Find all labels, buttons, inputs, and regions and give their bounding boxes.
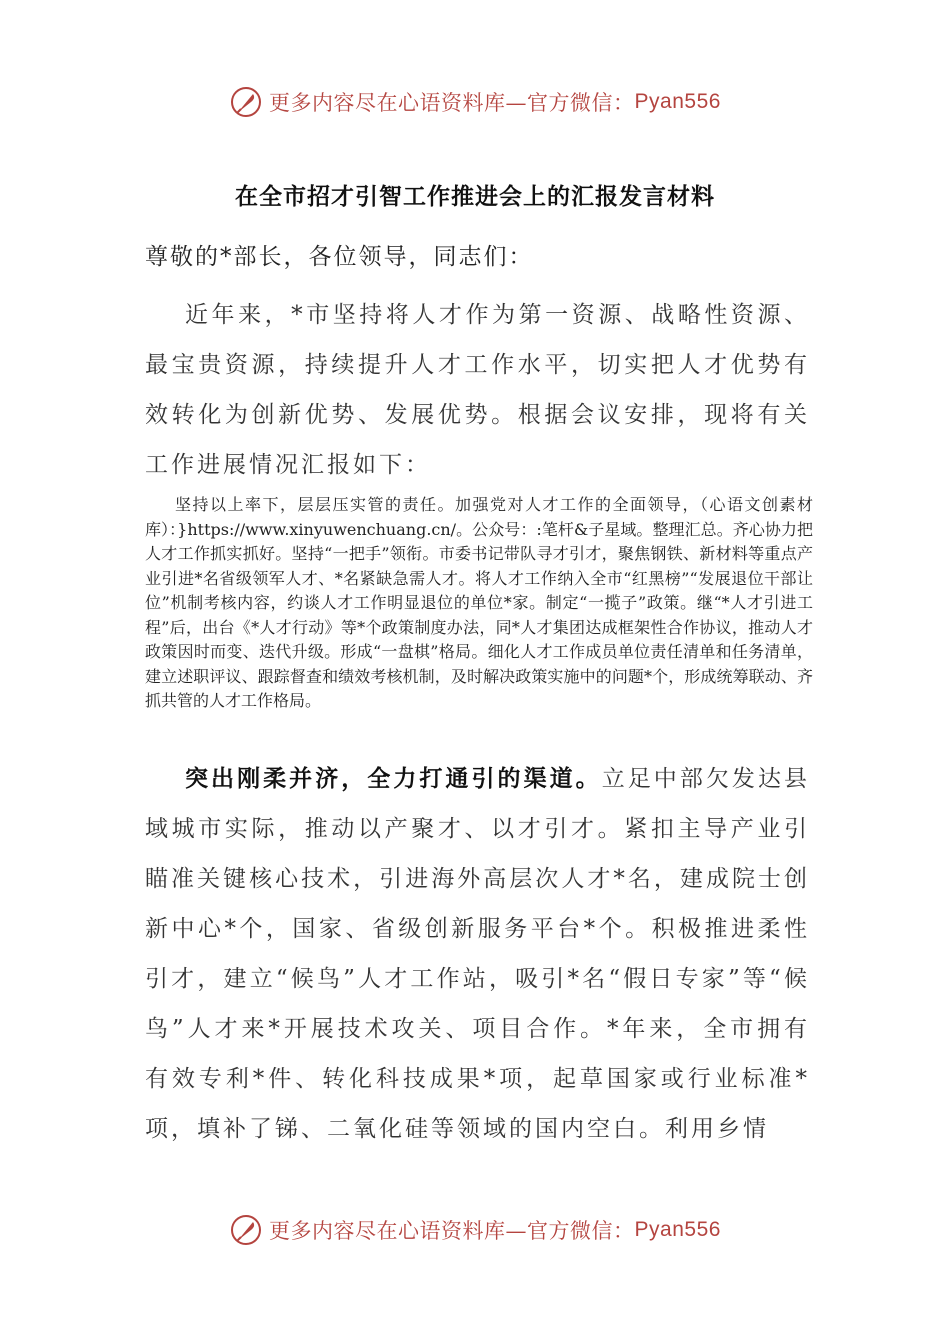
greeting: 尊敬的*部长，各位领导，同志们：	[145, 244, 534, 270]
watermark-wechat-id: Pyan556	[634, 90, 721, 113]
quill-logo-icon	[229, 85, 263, 119]
quill-logo-icon	[229, 1213, 263, 1247]
paragraph-talent-channels	[145, 754, 810, 1154]
watermark-banner-top	[0, 82, 950, 122]
paragraph-body: 立足中部欠发达县域城市实际，推动以产聚才、以才引才。紧扣主导产业引瞄准关键核心技术，引进海外高层次人才*名，建成院士创新中心*个，国家、省级创新服务平台*个。积极推进柔性引才，建立“候鸟”人才工作站，吸引*名“假日专家”等“候鸟”人才来*开展技术攻关、项目合作。*年来，全市拥有有效专利*件、转化科技成果*项，起草国家或行业标准*项，填补了锑、二氧化硅等领域的国内空白。利用乡情	[145, 766, 811, 1142]
paragraph-heading: 突出刚柔并济，全力打通引的渠道。	[185, 765, 602, 792]
watermark-text: 更多内容尽在心语资料库—官方微信：	[269, 91, 635, 115]
paragraph-leadership: 坚持以上率下，层层压实管的责任。加强党对人才工作的全面领导，（心语文创素材库）：}https://www.xinyuwenchuang.cn/。公众号：:笔杆&子星域。整理汇总。齐心协力把人才工作抓实抓好。坚持“一把手”领衔。市委书记带队寻才引才，聚焦钢铁、新材料等重点产业引进*名省级领军人才、*名紧缺急需人才。将人才工作纳入全市“红黑榜”“发展退位干部让位”机制考核内容，约谈人才工作明显退位的单位*家。制定“一揽子”政策。继“*人才引进工程”后，出台《*人才行动》等*个政策制度办法，同*人才集团达成框架性合作协议，推动人才政策因时而变、迭代升级。形成“一盘棋”格局。细化人才工作成员单位责任清单和任务清单，建立述职评议、跟踪督查和绩效考核机制，及时解决政策实施中的问题*个，形成统筹联动、齐抓共管的人才工作格局。	[145, 495, 813, 710]
watermark-banner-bottom	[0, 1210, 950, 1250]
watermark-text: 更多内容尽在心语资料库—官方微信：	[269, 1219, 635, 1243]
watermark-wechat-id: Pyan556	[634, 1218, 721, 1241]
document-title: 在全市招才引智工作推进会上的汇报发言材料	[235, 183, 715, 210]
paragraph-intro: 近年来，*市坚持将人才作为第一资源、战略性资源、最宝贵资源，持续提升人才工作水平，切实把人才优势有效转化为创新优势、发展优势。根据会议安排，现将有关工作进展情况汇报如下：	[145, 302, 810, 478]
